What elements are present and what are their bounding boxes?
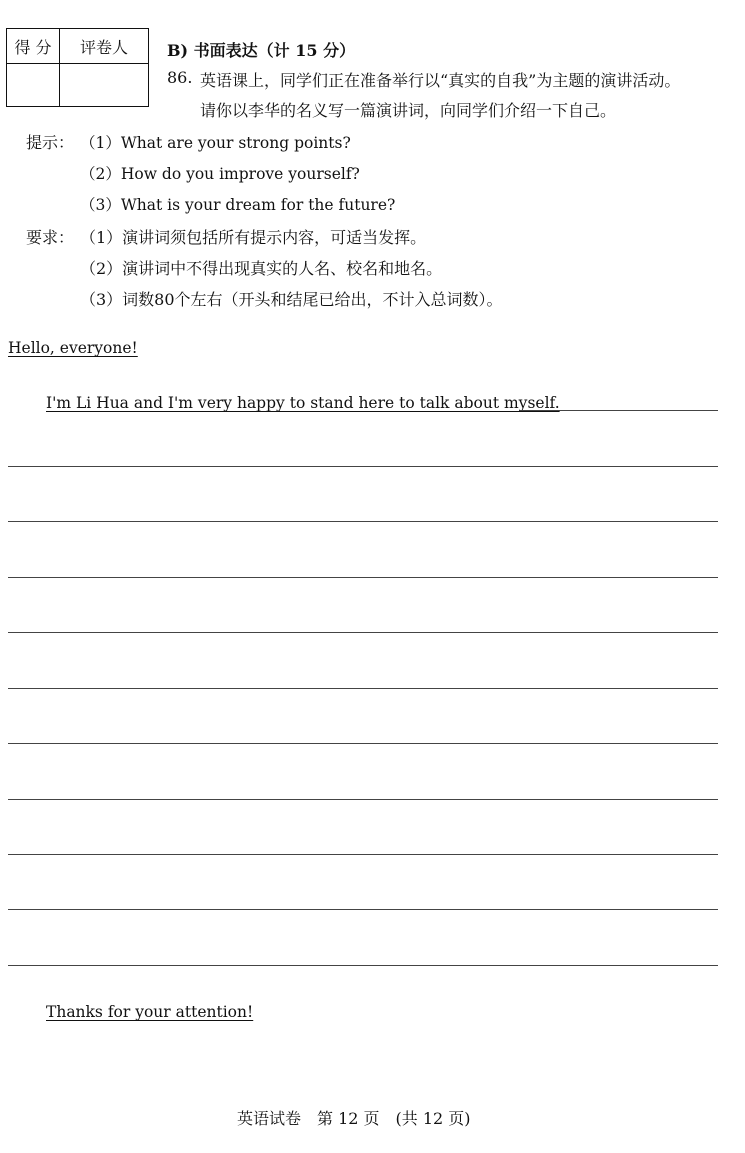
writing-line-5[interactable] — [8, 688, 718, 689]
hint-item-2: （2）How do you improve yourself? — [80, 165, 360, 183]
section-heading: B) 书面表达（计 15 分） — [167, 41, 356, 60]
requirement-item-3: （3）词数80个左右（开头和结尾已给出，不计入总词数）。 — [80, 290, 503, 309]
score-cell[interactable] — [7, 64, 60, 107]
writing-line-10[interactable] — [8, 965, 718, 966]
opening-sentence: I'm Li Hua and I'm very happy to stand here to talk about myself. — [46, 394, 560, 412]
writing-line-9[interactable] — [8, 909, 718, 910]
score-label: 得 分 — [7, 29, 60, 64]
closing: Thanks for your attention! — [46, 1003, 254, 1021]
requirement-item-1: （1）演讲词须包括所有提示内容，可适当发挥。 — [80, 228, 427, 247]
hint-item-3: （3）What is your dream for the future? — [80, 196, 396, 214]
writing-line-3[interactable] — [8, 577, 718, 578]
writing-line-7[interactable] — [8, 799, 718, 800]
hints-label: 提示： — [26, 133, 75, 152]
greeting: Hello, everyone! — [8, 339, 138, 357]
question-number: 86. — [167, 68, 193, 87]
grader-cell[interactable] — [60, 64, 149, 107]
page-footer: 英语试卷 第 12 页 (共 12 页) — [237, 1109, 471, 1128]
writing-line-4[interactable] — [8, 632, 718, 633]
question-line-1: 英语课上，同学们正在准备举行以“真实的自我”为主题的演讲活动。 — [200, 71, 681, 90]
writing-line-2[interactable] — [8, 521, 718, 522]
opening-line-fill — [520, 410, 718, 411]
score-box — [6, 28, 149, 107]
writing-line-1[interactable] — [8, 466, 718, 467]
grader-label: 评卷人 — [60, 29, 149, 64]
writing-line-6[interactable] — [8, 743, 718, 744]
hint-item-1: （1）What are your strong points? — [80, 134, 351, 152]
requirements-label: 要求： — [26, 228, 75, 247]
requirement-item-2: （2）演讲词中不得出现真实的人名、校名和地名。 — [80, 259, 443, 278]
question-line-2: 请你以李华的名义写一篇演讲词，向同学们介绍一下自己。 — [200, 101, 617, 120]
writing-line-8[interactable] — [8, 854, 718, 855]
